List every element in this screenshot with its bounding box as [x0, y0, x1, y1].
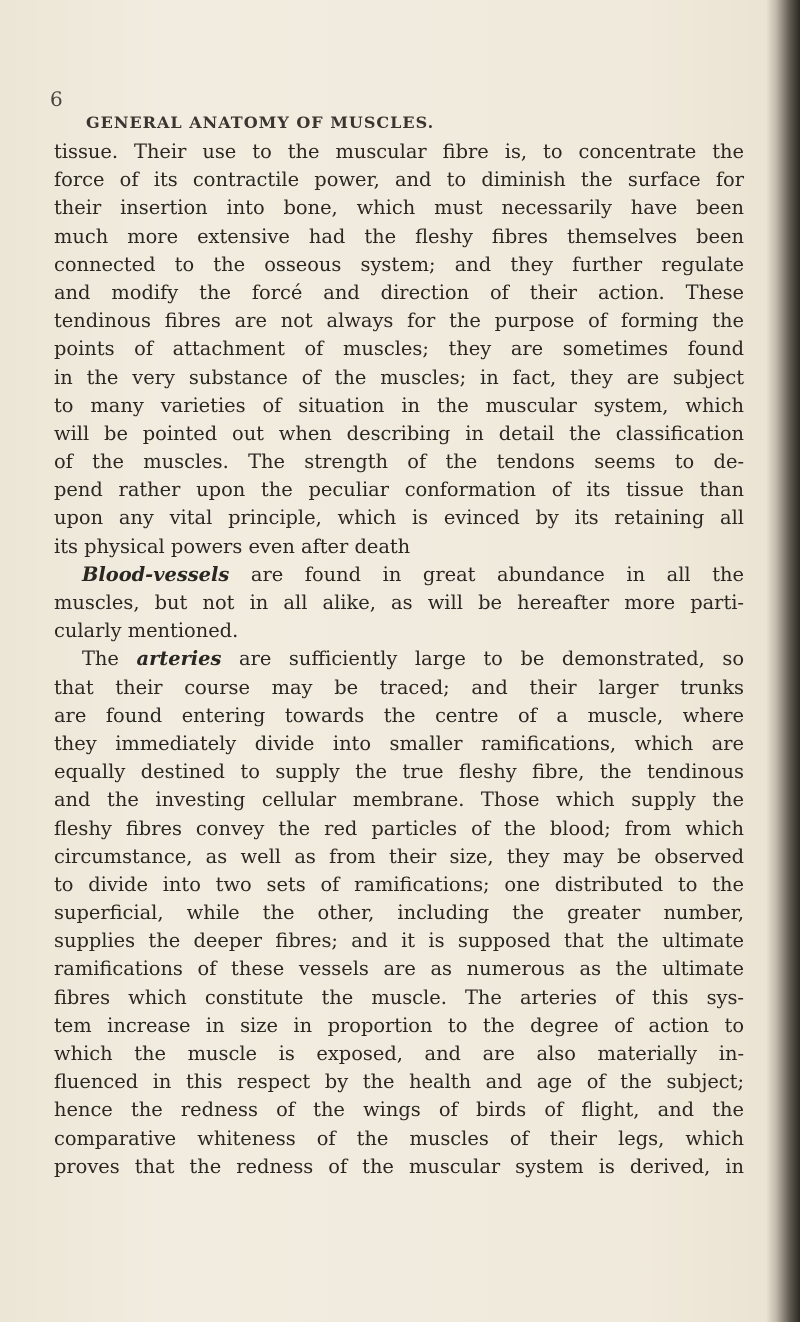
text-line: and the investing cellular membrane. Those which supply the [54, 788, 744, 812]
text-line: to many varieties of situation in the muscular system, which [54, 393, 744, 417]
paragraph-first-line [54, 645, 744, 673]
italic-term-arteries: arteries [136, 647, 222, 671]
text-line: tendinous fibres are not always for the purpose of forming the [54, 309, 744, 333]
text-run: are found in great abundance in all the [229, 562, 744, 586]
text-line: circumstance, as well as from their size, they may be observed [54, 844, 744, 868]
text-line: its physical powers even after death [54, 534, 411, 558]
text-line: and modify the forcé and direction of their action. These [54, 280, 744, 304]
running-head: GENERAL ANATOMY OF MUSCLES. [86, 113, 435, 132]
text-line: will be pointed out when describing in detail the classification [54, 421, 744, 445]
text-line: that their course may be traced; and their larger trunks [54, 675, 744, 699]
text-line: supplies the deeper fibres; and it is supposed that the ultimate [54, 929, 744, 953]
text-line: tissue. Their use to the muscular fibre is, to concentrate the [54, 140, 744, 163]
text-line: are found entering towards the centre of a muscle, where [54, 703, 744, 727]
text-line: tem increase in size in proportion to the degree of action to [54, 1013, 744, 1037]
text-line: cularly mentioned. [54, 619, 239, 643]
text-line: of the muscles. The strength of the tendons seems to de- [54, 450, 744, 474]
italic-term-blood-vessels: Blood-vessels [82, 562, 230, 586]
text-line: to divide into two sets of ramifications; one distributed to the [54, 872, 744, 896]
text-line: points of attachment of muscles; they are sometimes found [54, 337, 744, 361]
text-line: which the muscle is exposed, and are also materially in- [54, 1042, 744, 1065]
text-line: superficial, while the other, including the greater number, [54, 901, 744, 925]
text-line: ramifications of these vessels are as numerous as the ultimate [54, 957, 744, 981]
binding-edge-shadow [766, 0, 800, 1322]
text-line: upon any vital principle, which is evinced by its retaining all [54, 506, 744, 530]
text-run: The [82, 647, 137, 671]
text-run: are sufficiently large to be demonstrated, so [221, 647, 744, 671]
text-line: pend rather upon the peculiar conformation of its tissue than [54, 478, 744, 502]
text-line: in the very substance of the muscles; in fact, they are subject [54, 365, 744, 389]
text-line: proves that the redness of the muscular system is derived, in [54, 1154, 744, 1178]
text-line: connected to the osseous system; and they further regulate [54, 252, 744, 276]
text-line: fleshy fibres convey the red particles of the blood; from which [54, 816, 744, 840]
text-line: force of its contractile power, and to diminish the surface for [54, 168, 744, 192]
text-line: their insertion into bone, which must necessarily have been [54, 196, 744, 220]
page-number: 6 [50, 87, 63, 111]
text-line: equally destined to supply the true fleshy fibre, the tendinous [54, 760, 744, 784]
text-line: they immediately divide into smaller ramifications, which are [54, 731, 744, 755]
page-header [40, 87, 740, 132]
paragraph-first-line [54, 561, 744, 589]
text-line: comparative whiteness of the muscles of their legs, which [54, 1126, 744, 1150]
body-text [54, 138, 744, 1181]
text-line: fluenced in this respect by the health and age of the subject; [54, 1070, 744, 1094]
text-line: much more extensive had the fleshy fibres themselves been [54, 224, 744, 248]
text-line: muscles, but not in all alike, as will be hereafter more parti- [54, 591, 744, 614]
text-line: hence the redness of the wings of birds of flight, and the [54, 1098, 744, 1122]
text-line: fibres which constitute the muscle. The arteries of this sys- [54, 985, 744, 1009]
